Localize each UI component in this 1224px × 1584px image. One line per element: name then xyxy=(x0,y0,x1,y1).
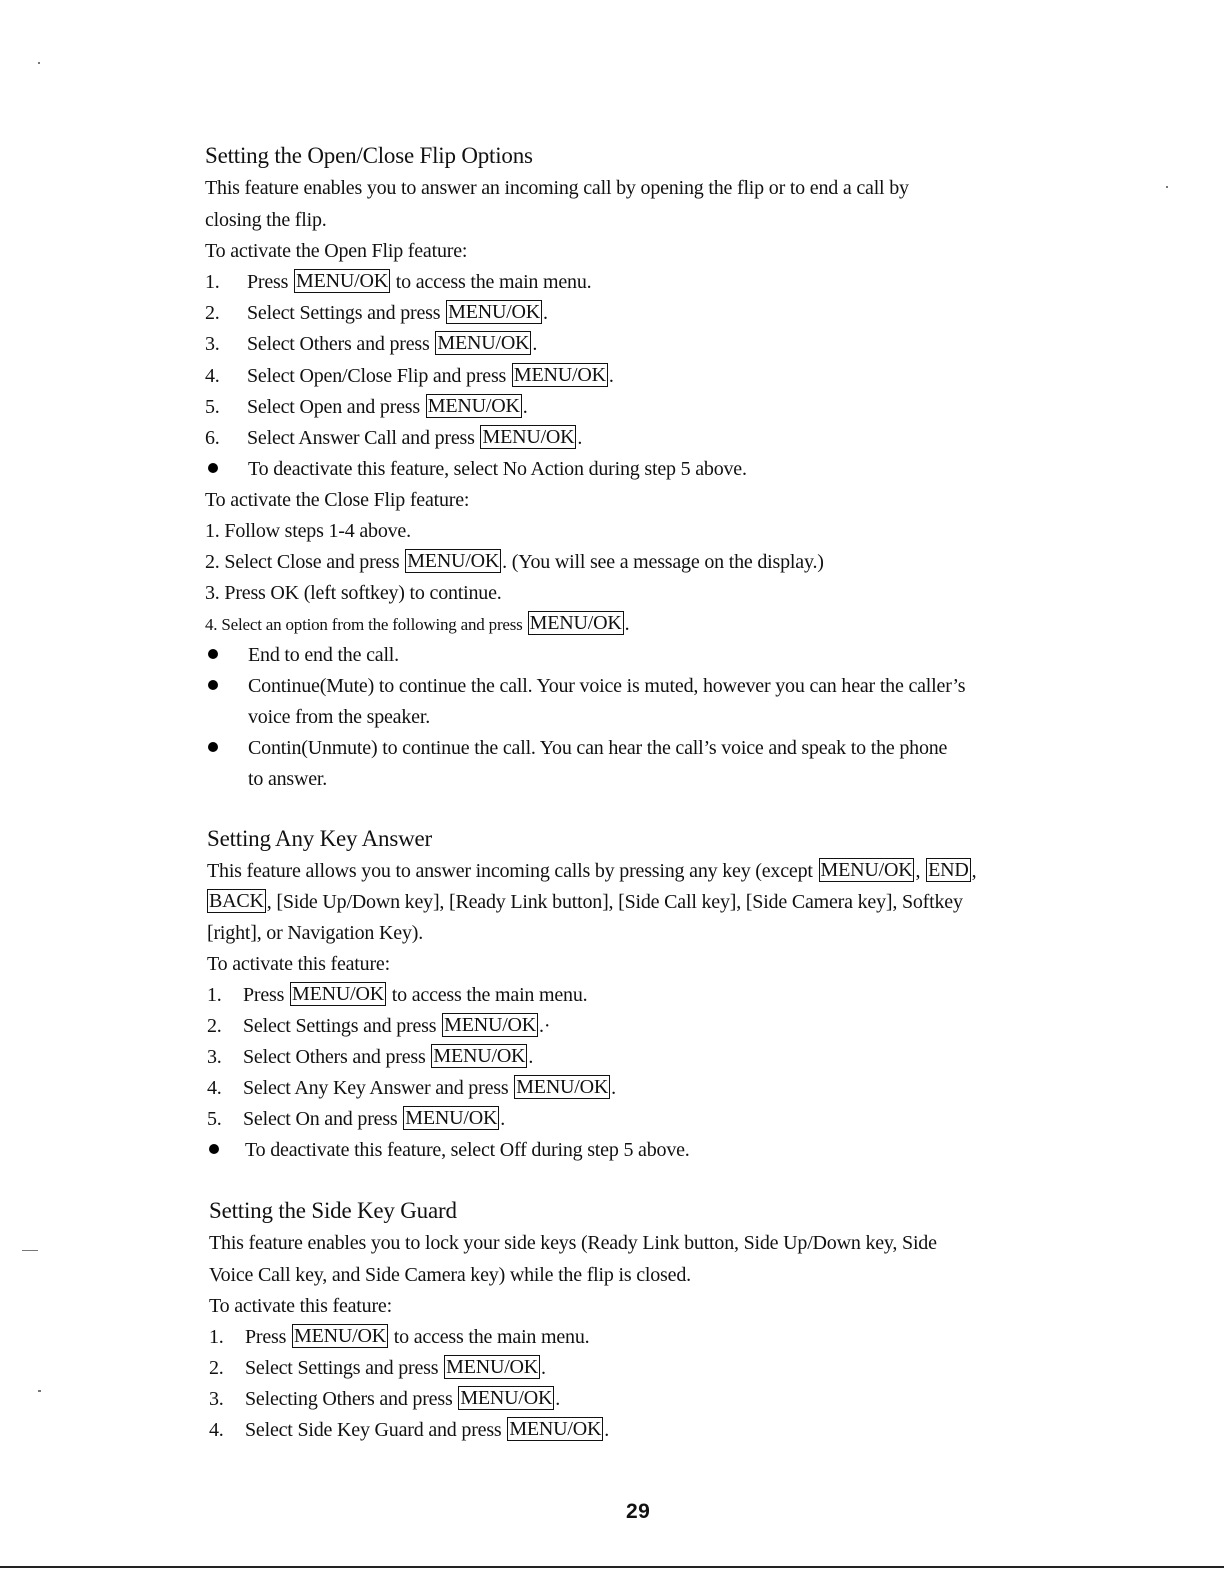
bullet-text: To deactivate this feature, select No Action during step 5 above. xyxy=(248,458,747,480)
open-step-1 xyxy=(205,269,591,295)
menu-ok-key: MENU/OK xyxy=(405,1107,498,1129)
close-step-4 xyxy=(205,611,629,638)
step-text: . xyxy=(608,365,614,387)
scan-speck xyxy=(1166,186,1168,188)
step-text: . xyxy=(624,613,630,635)
step-number: 4. xyxy=(207,1077,222,1099)
step-number: 5. xyxy=(207,1108,222,1130)
menu-ok-key: MENU/OK xyxy=(820,859,913,881)
open-step-3 xyxy=(205,331,537,357)
scan-speck xyxy=(22,1250,38,1251)
menu-ok-key: MENU/OK xyxy=(296,270,388,292)
side-key-intro-line-2: Voice Call key, and Side Camera key) while the flip is closed. xyxy=(209,1264,691,1286)
scan-speck xyxy=(38,62,40,64)
step-number: 4. xyxy=(209,1419,224,1441)
step-text: Selecting Others and press xyxy=(245,1388,458,1410)
step-text: 4. Select an option from the following and press xyxy=(205,615,527,634)
close-step-3: 3. Press OK (left softkey) to continue. xyxy=(205,582,502,604)
step-number: 2. xyxy=(205,302,220,324)
side-key-step-1 xyxy=(209,1324,589,1350)
step-number: 3. xyxy=(205,333,220,355)
step-text: . xyxy=(604,1419,610,1441)
step-text: . xyxy=(555,1388,561,1410)
menu-ok-key: MENU/OK xyxy=(482,426,575,448)
scan-speck xyxy=(38,1390,41,1392)
step-text: . xyxy=(611,1077,616,1099)
section-title-any-key-answer: Setting Any Key Answer xyxy=(207,826,432,851)
side-key-intro-line-1: This feature enables you to lock your side keys (Ready Link button, Side Up/Down key, Side xyxy=(209,1232,937,1254)
step-text: Select Settings and press xyxy=(243,1015,442,1037)
menu-ok-key: MENU/OK xyxy=(437,332,530,354)
step-text: Select Others and press xyxy=(243,1046,431,1068)
open-flip-heading: To activate the Open Flip feature: xyxy=(205,240,468,262)
bullet-icon xyxy=(208,680,218,690)
any-key-step-3 xyxy=(207,1044,533,1070)
step-text: Select Settings and press xyxy=(245,1357,444,1379)
side-key-step-2 xyxy=(209,1355,546,1381)
menu-ok-key: MENU/OK xyxy=(529,612,622,634)
close-step-1: 1. Follow steps 1-4 above. xyxy=(205,520,411,542)
menu-ok-key: MENU/OK xyxy=(433,1045,526,1067)
menu-ok-key: MENU/OK xyxy=(446,1356,539,1378)
open-step-5 xyxy=(205,394,528,420)
any-key-step-5 xyxy=(207,1106,505,1132)
open-step-4 xyxy=(205,363,614,389)
bullet-text: Continue(Mute) to continue the call. Your voice is muted, however you can hear the caller’s xyxy=(248,675,966,697)
bullet-icon xyxy=(208,742,218,752)
step-text: . xyxy=(543,302,548,324)
side-key-step-4 xyxy=(209,1417,609,1443)
section-title-open-close-flip: Setting the Open/Close Flip Options xyxy=(205,143,533,168)
any-key-intro-line-2 xyxy=(207,889,963,915)
menu-ok-key: MENU/OK xyxy=(513,364,606,386)
option-continue-unmute xyxy=(208,735,947,761)
step-number: 4. xyxy=(205,365,220,387)
step-number: 2. xyxy=(209,1357,224,1379)
any-key-step-2 xyxy=(207,1013,550,1039)
step-number: 3. xyxy=(207,1046,222,1068)
close-flip-heading: To activate the Close Flip feature: xyxy=(205,489,470,511)
open-close-intro-line-2: closing the flip. xyxy=(205,209,327,231)
step-number: 2. xyxy=(207,1015,222,1037)
bullet-icon xyxy=(208,463,218,473)
step-number: 1. xyxy=(205,271,220,293)
menu-ok-key: MENU/OK xyxy=(427,395,520,417)
step-text: Press xyxy=(245,1326,292,1348)
any-key-step-4 xyxy=(207,1075,616,1101)
step-text: Select Settings and press xyxy=(247,302,446,324)
step-text: to access the main menu. xyxy=(390,271,592,293)
step-text: .· xyxy=(539,1015,551,1037)
step-text: to access the main menu. xyxy=(388,1326,590,1348)
step-text: Select On and press xyxy=(243,1108,403,1130)
step-text: Select Answer Call and press xyxy=(247,427,480,449)
page-bottom-edge xyxy=(0,1566,1224,1568)
menu-ok-key: MENU/OK xyxy=(444,1014,537,1036)
step-text: Select Open/Close Flip and press xyxy=(247,365,511,387)
any-key-intro-line-1 xyxy=(207,858,976,884)
intro-text: , xyxy=(915,860,926,882)
side-key-step-3 xyxy=(209,1386,560,1412)
option-continue-unmute-line-2: to answer. xyxy=(248,768,328,790)
option-end xyxy=(208,642,399,668)
step-text: . (You will see a message on the display.) xyxy=(502,551,824,573)
step-number: 6. xyxy=(205,427,220,449)
end-key: END xyxy=(928,859,969,881)
step-text: Select Others and press xyxy=(247,333,435,355)
step-number: 3. xyxy=(209,1388,224,1410)
intro-text: This feature allows you to answer incoming calls by pressing any key (except xyxy=(207,860,818,882)
open-step-6 xyxy=(205,425,582,451)
step-text: . xyxy=(522,396,528,418)
menu-ok-key: MENU/OK xyxy=(448,301,541,323)
any-key-deactivate-note xyxy=(209,1137,690,1163)
menu-ok-key: MENU/OK xyxy=(407,550,500,572)
bullet-icon xyxy=(209,1144,219,1154)
step-number: 1. xyxy=(209,1326,224,1348)
menu-ok-key: MENU/OK xyxy=(292,983,384,1005)
any-key-intro-line-3: [right], or Navigation Key). xyxy=(207,922,424,944)
step-number: 1. xyxy=(207,984,222,1006)
bullet-icon xyxy=(208,649,218,659)
side-key-activate-heading: To activate this feature: xyxy=(209,1295,392,1317)
menu-ok-key: MENU/OK xyxy=(509,1418,602,1440)
intro-text: , xyxy=(971,860,977,882)
step-text: 2. Select Close and press xyxy=(205,551,405,573)
section-title-side-key-guard: Setting the Side Key Guard xyxy=(209,1198,457,1223)
step-text: Select Open and press xyxy=(247,396,425,418)
open-step-2 xyxy=(205,300,548,326)
bullet-text: To deactivate this feature, select Off during step 5 above. xyxy=(245,1139,690,1161)
intro-text: , [Side Up/Down key], [Ready Link button], [Side Call key], [Side Camera key], Softkey xyxy=(266,891,963,913)
menu-ok-key: MENU/OK xyxy=(460,1387,553,1409)
menu-ok-key: MENU/OK xyxy=(516,1076,609,1098)
step-text: . xyxy=(577,427,583,449)
step-text: to access the main menu. xyxy=(386,984,588,1006)
open-close-intro-line-1: This feature enables you to answer an incoming call by opening the flip or to end a call by xyxy=(205,177,909,199)
page-number: 29 xyxy=(626,1500,651,1523)
any-key-activate-heading: To activate this feature: xyxy=(207,953,390,975)
option-continue-mute xyxy=(208,673,965,699)
step-text: . xyxy=(500,1108,506,1130)
step-text: . xyxy=(541,1357,546,1379)
step-text: . xyxy=(532,333,538,355)
step-text: Press xyxy=(243,984,290,1006)
any-key-step-1 xyxy=(207,982,587,1008)
menu-ok-key: MENU/OK xyxy=(294,1325,386,1347)
close-step-2 xyxy=(205,549,824,575)
step-text: . xyxy=(528,1046,534,1068)
step-number: 5. xyxy=(205,396,220,418)
step-text: Press xyxy=(247,271,294,293)
bullet-text: Contin(Unmute) to continue the call. You can hear the call’s voice and speak to the phone xyxy=(248,737,948,759)
option-continue-mute-line-2: voice from the speaker. xyxy=(248,706,430,728)
open-deactivate-note xyxy=(208,456,747,482)
step-text: Select Side Key Guard and press xyxy=(245,1419,507,1441)
back-key: BACK xyxy=(209,890,264,912)
bullet-text: End to end the call. xyxy=(248,644,399,666)
step-text: Select Any Key Answer and press xyxy=(243,1077,514,1099)
